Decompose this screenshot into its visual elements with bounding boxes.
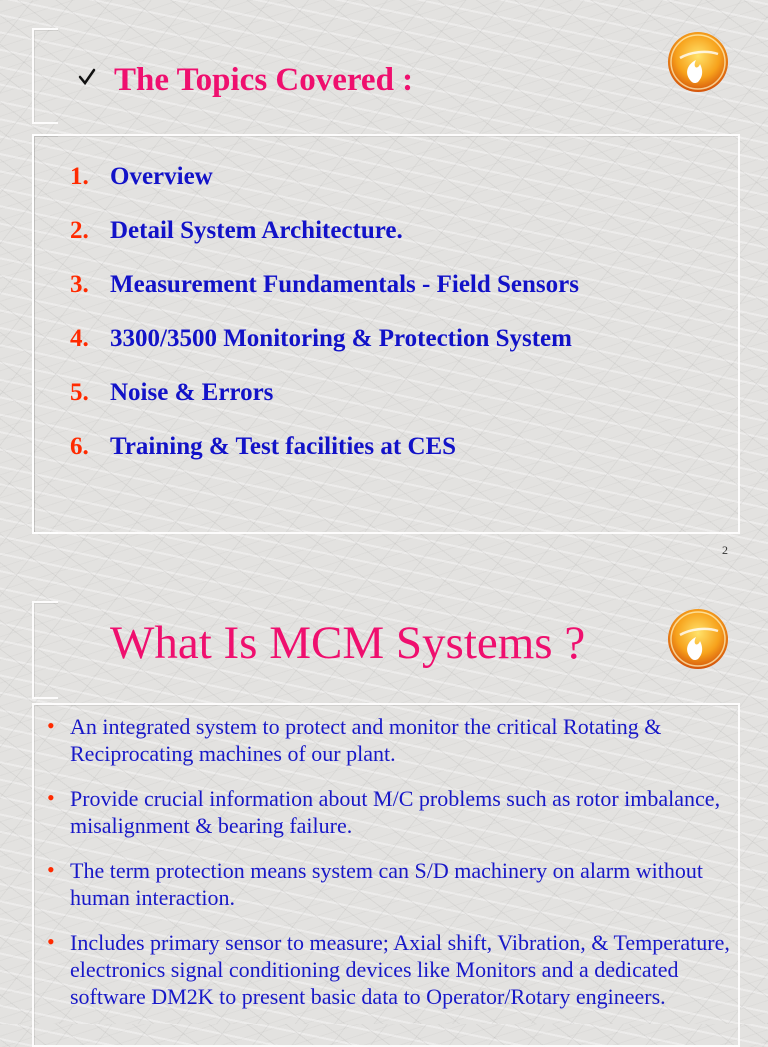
flame-logo-icon: [666, 607, 730, 671]
topic-text: Detail System Architecture.: [110, 217, 403, 244]
topic-number: 4.: [70, 325, 89, 352]
topic-item: [70, 150, 579, 204]
slide-title: The Topics Covered :: [114, 62, 414, 98]
slide-mcm: [0, 575, 768, 1024]
slide-title: What Is MCM Systems ?: [110, 617, 586, 669]
bullet-dot-icon: •: [47, 713, 55, 738]
topic-text: 3300/3500 Monitoring & Protection System: [110, 325, 572, 352]
bullet-text: Provide crucial information about M/C problems such as rotor imbalance, misalignment & bearing failure.: [70, 786, 721, 838]
flame-logo-icon: [666, 30, 730, 94]
topic-text: Training & Test facilities at CES: [110, 433, 457, 460]
topic-item: [70, 258, 579, 312]
topic-text: Overview: [110, 163, 213, 190]
bullet-item: [44, 857, 736, 911]
title-bracket: [32, 601, 58, 699]
bullet-item: [44, 785, 736, 839]
topic-number: 3.: [70, 271, 89, 298]
topics-list: [70, 150, 579, 474]
bullet-text: Includes primary sensor to measure; Axial shift, Vibration, & Temperature, electronics signal conditioning devices like Monitors and a dedicated software DM2K to present basic data to Operator/Rotary engineers.: [70, 930, 730, 1009]
check-icon: [78, 68, 96, 86]
bullet-item: [44, 713, 736, 767]
topic-text: Noise & Errors: [110, 379, 274, 406]
bullet-text: An integrated system to protect and monitor the critical Rotating & Reciprocating machines of our plant.: [70, 714, 662, 766]
bullet-dot-icon: •: [47, 785, 55, 810]
topic-number: 1.: [70, 163, 89, 190]
topic-number: 6.: [70, 433, 89, 460]
topic-item: [70, 204, 579, 258]
title-bracket: [32, 28, 58, 124]
topic-item: [70, 312, 579, 366]
bullet-list: [44, 713, 736, 1028]
topic-number: 2.: [70, 217, 89, 244]
topic-item: [70, 420, 579, 474]
bullet-item: [44, 929, 736, 1010]
bullet-text: The term protection means system can S/D machinery on alarm without human interaction.: [70, 858, 703, 910]
page-number: 2: [722, 543, 728, 557]
topic-number: 5.: [70, 379, 89, 406]
topic-text: Measurement Fundamentals - Field Sensors: [110, 271, 579, 298]
bullet-dot-icon: •: [47, 929, 55, 954]
topics-bracket: [32, 134, 58, 534]
topic-item: [70, 366, 579, 420]
bullet-dot-icon: •: [47, 857, 55, 882]
